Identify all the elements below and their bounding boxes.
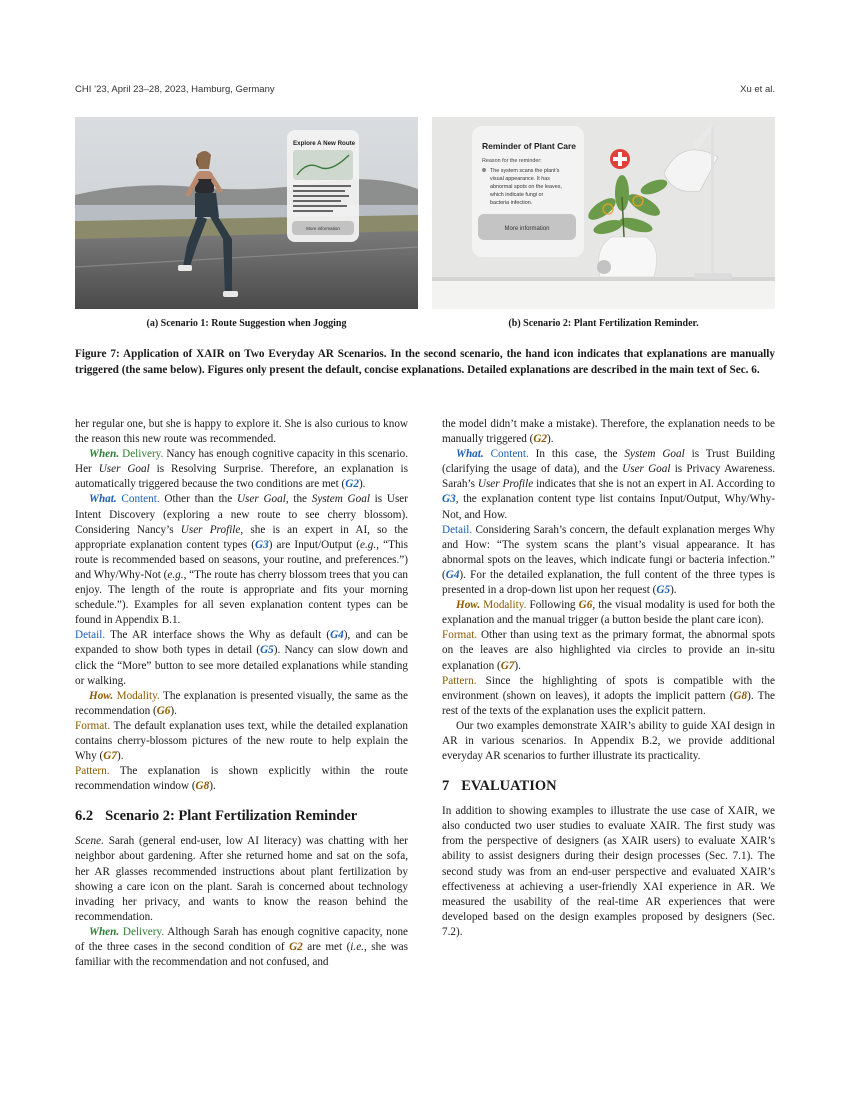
- plant-card-text-line-5: bacteria infection.: [490, 200, 533, 206]
- keyword-when: When: [89, 448, 117, 461]
- label-format: Format.: [442, 629, 478, 642]
- label-detail: Detail.: [442, 523, 473, 536]
- keyword-when: When: [89, 925, 117, 938]
- keyword-how: How: [89, 689, 111, 702]
- paragraph-when-delivery: When. Delivery. Nancy has enough cognitive capacity in this scenario. Her User Goal is Resolving Surprise. Therefore, an explanation is automatically triggered because the two conditions are met (G2).: [75, 448, 408, 491]
- paragraph-when-delivery-2: When. Delivery. Although Sarah has enough cognitive capacity, none of the three cases in the second condition of G2 are met (i.e., she was familiar with the recommendation and not confused, and: [75, 925, 408, 969]
- guideline-ref: G7: [500, 659, 515, 672]
- venue-header: CHI ’23, April 23–28, 2023, Hamburg, Germany: [75, 84, 275, 95]
- label-detail: Detail.: [75, 629, 106, 642]
- paragraph-format-2: Format. Other than using text as the primary format, the abnormal spots on the leaves are also highlighted via circles to provide an in-situ explanation (G7).: [442, 629, 775, 672]
- plant-card-more-button: More information: [504, 226, 550, 232]
- plant-card-text-line-4: which indicate fungi or: [490, 192, 544, 198]
- label-pattern: Pattern.: [442, 674, 477, 687]
- label-content: Content: [490, 448, 526, 461]
- paragraph-what-content-2: What. Content. In this case, the System Goal is Trust Building (clarifying the usage of data), and the User Goal is Privacy Awareness. Sarah’s User Profile indicates that she is not an expert in AI. According to G3, the explanation content type list contains Input/Output, Why/Why-Not, and How.: [442, 448, 775, 521]
- paragraph-how-modality-2: How. Modality. Following G6, the visual modality is used for both the explanation and the manual trigger (a button beside the plant care icon).: [442, 599, 775, 627]
- guideline-ref: G4: [445, 568, 460, 581]
- plant-card-text-line-1: The system scans the plant’s: [490, 168, 560, 174]
- label-content: Content: [121, 493, 157, 506]
- guideline-ref: G3: [442, 493, 456, 506]
- guideline-ref: G6: [578, 599, 593, 612]
- guideline-ref: G2: [533, 433, 548, 446]
- guideline-ref: G8: [195, 780, 210, 793]
- figure-7b-plant-photo: [432, 117, 775, 309]
- guideline-ref: G4: [330, 629, 344, 642]
- keyword-how: How: [456, 599, 478, 612]
- plant-card-text-line-2: visual appearance. It has: [490, 176, 550, 182]
- label-delivery: Delivery: [122, 448, 161, 461]
- section-heading-6-2: 6.2 Scenario 2: Plant Fertilization Reminder: [75, 808, 358, 825]
- author-header: Xu et al.: [740, 84, 775, 95]
- guideline-ref: G2: [289, 941, 303, 953]
- route-card-title: Explore A New Route: [293, 140, 356, 147]
- paragraph-format: Format. The default explanation uses text, while the detailed explanation contains cherry-blossom pictures of the new route to help explain the Why (G7).: [75, 719, 408, 763]
- plant-card-subtitle: Reason for the reminder:: [482, 158, 542, 164]
- label-modality: Modality: [116, 689, 157, 702]
- paragraph-detail: Detail. The AR interface shows the Why as default (G4), and can be expanded to show both types in detail (G5). Nancy can slow down and click the “More” button to see more detailed explanations while standing or walking.: [75, 629, 408, 687]
- figure-caption: Figure 7: Application of XAIR on Two Everyday AR Scenarios. In the second scenario, the hand icon indicates that explanations are manually triggered (the same below). Figures only present the default, concise explanations. Detailed explanations are described in the main text of Sec. 6.: [75, 348, 775, 376]
- guideline-ref: G6: [156, 704, 171, 717]
- subfigure-caption-a: (a) Scenario 1: Route Suggestion when Jogging: [146, 318, 347, 329]
- paragraph-what-content: What. Content. Other than the User Goal, the System Goal is User Intent Discovery (exploring a new route to see cherry blossom). Considering Nancy’s User Profile, she is an expert in AI, so the appropriate explanation content types (G3) are Input/Output (e.g., “This route is recommended based on seasons, your routine, and preferences.”) and Why/Why-Not (e.g., “The route has cherry blossom trees that you can enjoy. The length of the route is appropriate and fits your morning schedule.”). Examples for all seven explanation content types can be found in Appendix B.1.: [75, 493, 409, 627]
- paragraph: the model didn’t make a mistake). Therefore, the explanation needs to be manually triggered (G2).: [442, 418, 775, 446]
- plant-card-title: Reminder of Plant Care: [482, 141, 576, 151]
- guideline-ref: G8: [733, 689, 748, 702]
- paragraph-pattern: Pattern. The explanation is shown explicitly within the route recommendation window (G8).: [75, 765, 408, 793]
- keyword-what: What: [456, 448, 481, 461]
- guideline-ref: G7: [103, 750, 117, 763]
- keyword-what: What: [89, 493, 114, 506]
- paragraph-summary: Our two examples demonstrate XAIR’s ability to guide XAI design in AR in various scenarios. In Appendix B.2, we provide additional everyday AR scenarios to further illustrate its practicality.: [442, 719, 775, 763]
- label-format: Format.: [75, 719, 111, 732]
- paragraph-detail-2: Detail. Considering Sarah’s concern, the default explanation merges Why and How: “The system scans the plant’s visual appearance. It has abnormal spots on the leaves, which indicate fungi or bacteria infection.” (G4). For the detailed explanation, the full content of the three types is presented in a drop-down list upon her request (G5).: [442, 523, 775, 597]
- guideline-ref: G5: [260, 644, 274, 657]
- paragraph-evaluation: In addition to showing examples to illustrate the use case of XAIR, we also conducted two user studies to evaluate XAIR. The first study was from the perspective of designers (as XAIR users) to evaluate XAIR’s ability to assist designers during their design processes (Sec. 7.1). The second study was from an end-user perspective and evaluated XAIR’s effectiveness at achieving a user-friendly XAI experience in AR. We measured the usability of the real-time AR experiences that were developed based on the design examples proposed by designers (Sec. 7.2).: [442, 805, 775, 938]
- guideline-ref: G2: [345, 478, 359, 491]
- plant-card-text-line-3: abnormal spots on the leaves,: [490, 184, 562, 190]
- left-column: [75, 417, 408, 970]
- paragraph-pattern-2: Pattern. Since the highlighting of spots is compatible with the environment (shown on leaves), it adopts the implicit pattern (G8). The rest of the texts of the explanation uses the explicit pattern.: [442, 674, 775, 717]
- paragraph-scene: Scene. Sarah (general end-user, low AI literacy) was chatting with her neighbor about gardening. After she returned home and sat on the sofa, her AR glasses recommended instructions about plant fertilization by showing a care icon on the plant. Sarah is concerned about technology invading her privacy, and wants to know the reason behind the recommendation.: [75, 835, 408, 923]
- guideline-ref: G5: [656, 584, 671, 597]
- figure-7a-jogging-photo: [75, 117, 418, 309]
- right-column: [442, 417, 775, 940]
- paragraph-how-modality: How. Modality. The explanation is presented visually, the same as the recommendation (G6).: [75, 689, 408, 717]
- label-modality: Modality: [483, 599, 524, 612]
- label-scene: Scene.: [75, 835, 104, 848]
- running-head: [75, 84, 775, 95]
- label-pattern: Pattern.: [75, 765, 110, 778]
- section-heading-7: 7 EVALUATION: [442, 778, 557, 795]
- guideline-ref: G3: [255, 538, 269, 551]
- label-delivery: Delivery: [122, 925, 162, 938]
- paragraph: her regular one, but she is happy to explore it. She is also curious to know the reason this new route was recommended.: [75, 418, 408, 446]
- subfigure-caption-b: (b) Scenario 2: Plant Fertilization Reminder.: [508, 318, 699, 329]
- route-card-more-button: More information: [306, 226, 340, 231]
